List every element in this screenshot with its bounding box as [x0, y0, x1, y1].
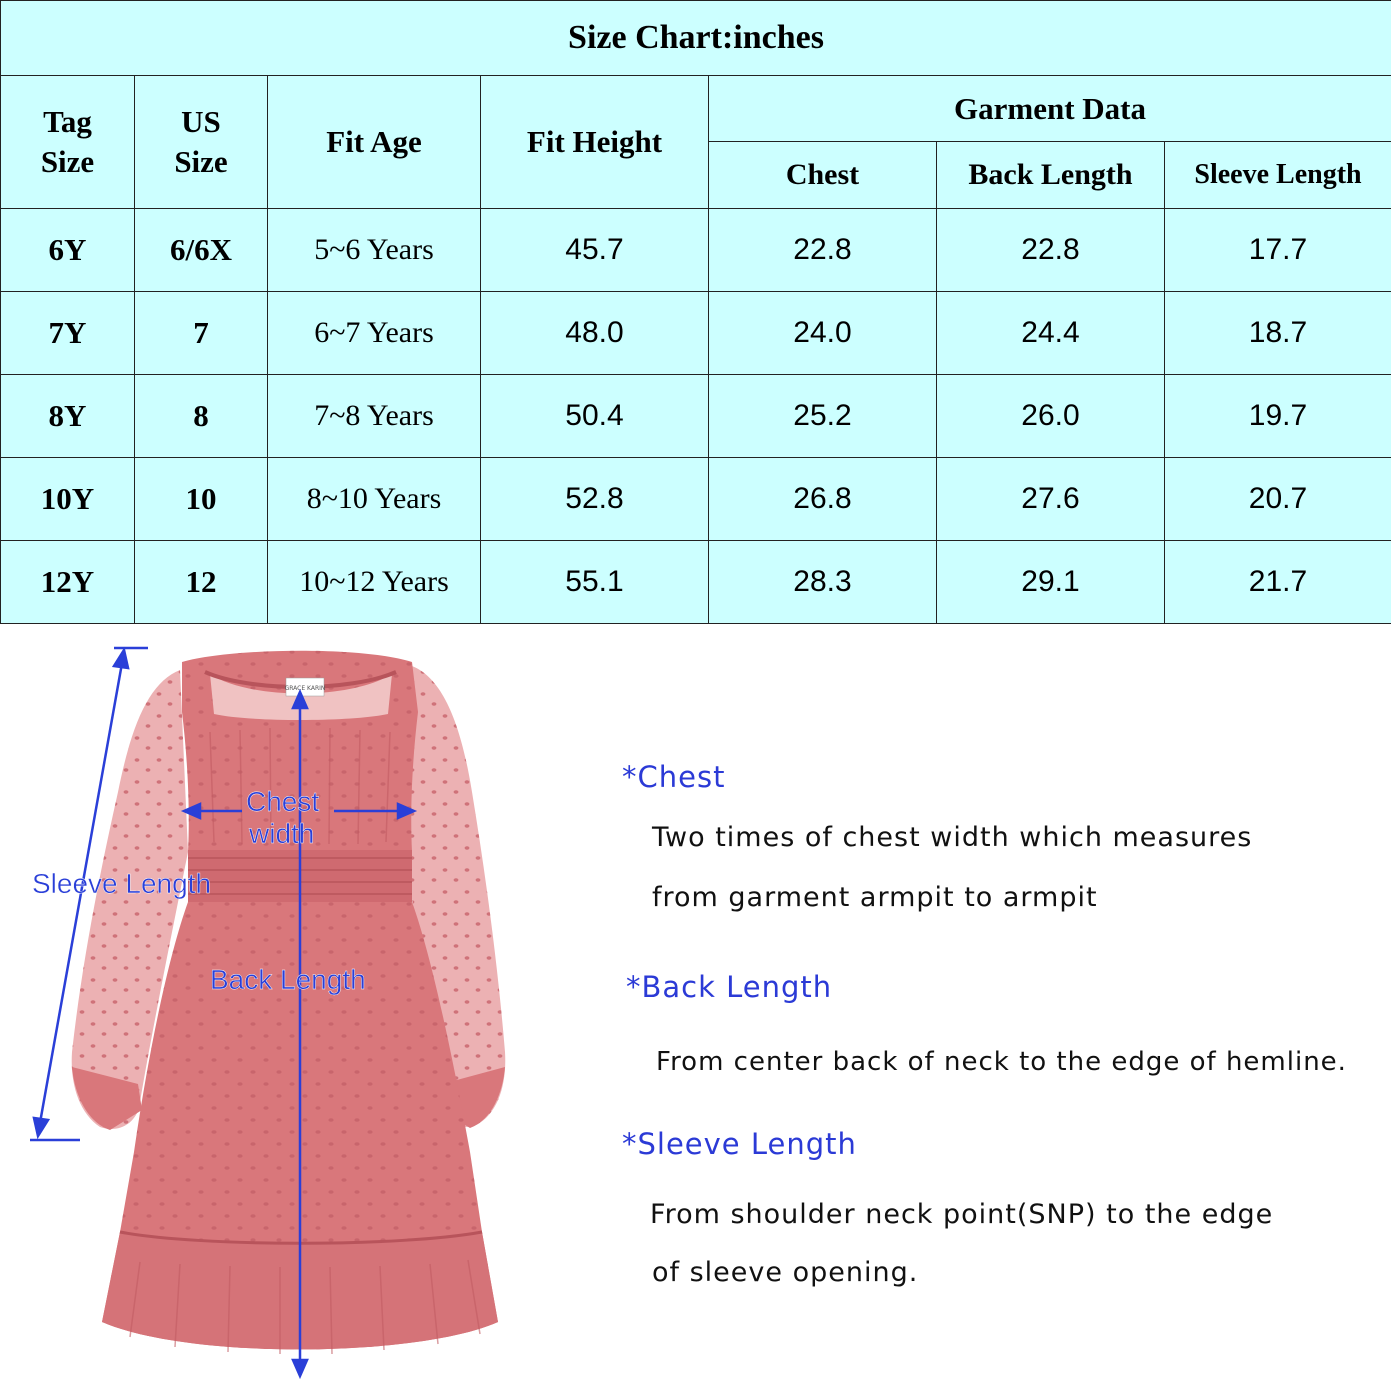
- cell-fit-age: 6~7 Years: [268, 292, 481, 375]
- cell-fit-height: 48.0: [481, 292, 709, 375]
- cell-tag-size: 6Y: [1, 209, 135, 292]
- chest-description-title: *Chest: [622, 760, 726, 794]
- table-row: [1, 541, 1391, 624]
- sleeve-length-description-line2: of sleeve opening.: [652, 1257, 919, 1288]
- cell-fit-age: 8~10 Years: [268, 458, 481, 541]
- cell-us-size: 6/6X: [135, 209, 268, 292]
- header-sleeve-length: Sleeve Length: [1165, 142, 1391, 209]
- cell-tag-size: 8Y: [1, 375, 135, 458]
- sleeve-length-description-line1: From shoulder neck point(SNP) to the edge: [650, 1199, 1274, 1230]
- header-us-size: US Size: [135, 76, 268, 209]
- cell-back-length: 27.6: [937, 458, 1165, 541]
- chart-title: Size Chart:inches: [1, 1, 1391, 76]
- table-row: [1, 458, 1391, 541]
- cell-fit-age: 7~8 Years: [268, 375, 481, 458]
- cell-back-length: 22.8: [937, 209, 1165, 292]
- cell-tag-size: 7Y: [1, 292, 135, 375]
- cell-fit-age: 5~6 Years: [268, 209, 481, 292]
- brand-tag-text: GRACE KARIN: [284, 685, 326, 692]
- header-chest: Chest: [709, 142, 937, 209]
- cell-us-size: 8: [135, 375, 268, 458]
- table-row: [1, 209, 1391, 292]
- chest-width-label-line1: Chest: [246, 786, 320, 817]
- header-fit-height: Fit Height: [481, 76, 709, 209]
- cell-sleeve-length: 21.7: [1165, 541, 1391, 624]
- cell-fit-height: 45.7: [481, 209, 709, 292]
- cell-sleeve-length: 18.7: [1165, 292, 1391, 375]
- cell-chest: 25.2: [709, 375, 937, 458]
- cell-sleeve-length: 17.7: [1165, 209, 1391, 292]
- dress-diagram: [0, 622, 600, 1389]
- chest-description-line2: from garment armpit to armpit: [652, 882, 1098, 913]
- cell-chest: 22.8: [709, 209, 937, 292]
- chest-description-line1: Two times of chest width which measures: [652, 822, 1253, 853]
- back-length-description-title: *Back Length: [626, 970, 833, 1004]
- dress-illustration: [0, 622, 600, 1389]
- cell-us-size: 7: [135, 292, 268, 375]
- back-length-label: Back Length: [210, 964, 366, 995]
- cell-back-length: 24.4: [937, 292, 1165, 375]
- cell-chest: 28.3: [709, 541, 937, 624]
- cell-us-size: 10: [135, 458, 268, 541]
- size-chart-table: [0, 0, 1391, 624]
- cell-tag-size: 12Y: [1, 541, 135, 624]
- cell-chest: 26.8: [709, 458, 937, 541]
- cell-tag-size: 10Y: [1, 458, 135, 541]
- cell-fit-age: 10~12 Years: [268, 541, 481, 624]
- sleeve-length-label: Sleeve Length: [32, 868, 212, 899]
- back-length-description-line1: From center back of neck to the edge of hemline.: [656, 1047, 1347, 1077]
- header-garment-data: Garment Data: [709, 76, 1391, 142]
- table-row: [1, 375, 1391, 458]
- cell-back-length: 29.1: [937, 541, 1165, 624]
- cell-fit-height: 52.8: [481, 458, 709, 541]
- sleeve-length-description-title: *Sleeve Length: [622, 1127, 857, 1161]
- cell-us-size: 12: [135, 541, 268, 624]
- table-row: [1, 292, 1391, 375]
- cell-chest: 24.0: [709, 292, 937, 375]
- header-tag-size: Tag Size: [1, 76, 135, 209]
- cell-sleeve-length: 20.7: [1165, 458, 1391, 541]
- cell-fit-height: 50.4: [481, 375, 709, 458]
- cell-fit-height: 55.1: [481, 541, 709, 624]
- cell-sleeve-length: 19.7: [1165, 375, 1391, 458]
- header-back-length: Back Length: [937, 142, 1165, 209]
- header-fit-age: Fit Age: [268, 76, 481, 209]
- cell-back-length: 26.0: [937, 375, 1165, 458]
- chest-width-label-line2: width: [249, 818, 315, 849]
